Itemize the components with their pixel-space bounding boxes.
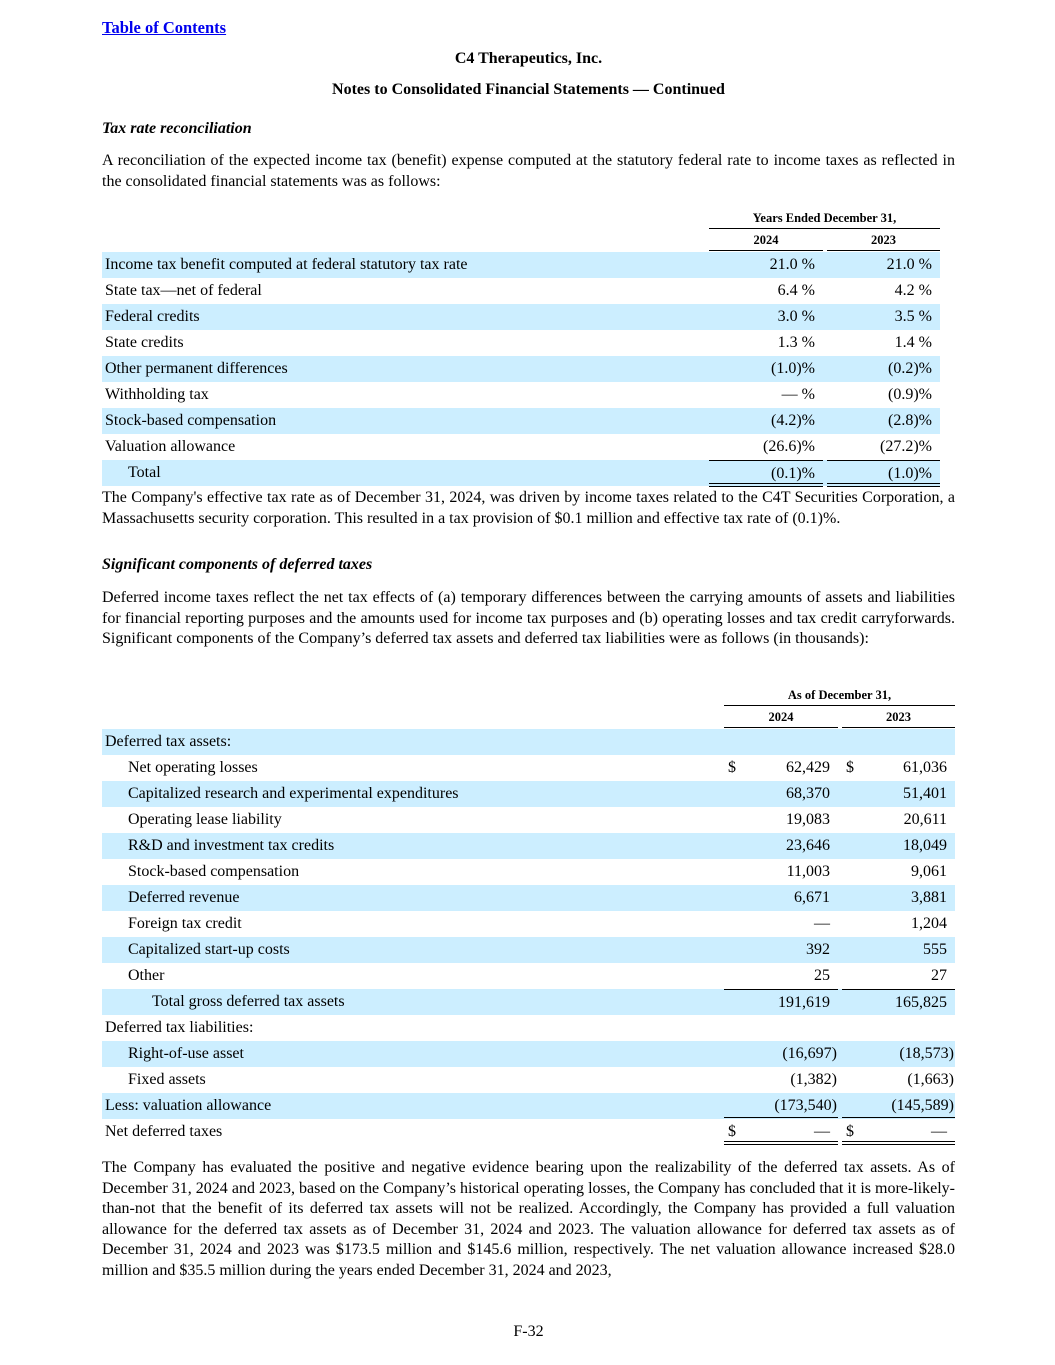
row-label: Other permanent differences (105, 360, 288, 377)
value-2024: (0.1)% (771, 465, 815, 482)
dollar-sign: $ (728, 759, 736, 776)
value-2024: 6.4 % (777, 282, 815, 299)
value-2023: 1.4 % (894, 334, 932, 351)
dollar-sign: $ (846, 1123, 854, 1140)
value-2024: 191,619 (778, 994, 830, 1011)
value-2023: 4.2 % (894, 282, 932, 299)
value-2024: — (814, 915, 830, 932)
value-2023: (0.2)% (888, 360, 932, 377)
table-row (102, 781, 955, 807)
value-2024: 3.0 % (777, 308, 815, 325)
effective-tax-rate-paragraph: The Company's effective tax rate as of December 31, 2024, was driven by income taxes related to the C4T Securities Corporation, a Massachusetts security corporation. This resulted in a tax provision of $0.1 million and effective tax rate of (0.1)%. (102, 489, 955, 527)
deferred-taxes-heading: Significant components of deferred taxes (102, 556, 373, 573)
deferred-taxes-intro-paragraph: Deferred income taxes reflect the net tax effects of (a) temporary differences between the carrying amounts of assets and liabilities for financial reporting purposes and the amounts used for income tax purposes and (b) operating losses and tax credit carryforwards. Significant components of the Company’s deferred tax assets and deferred tax liabilities were as follows (in thousands): (102, 589, 955, 648)
value-2024: 25 (814, 967, 830, 984)
table-row (102, 382, 940, 408)
net-deferred-taxes-row (102, 1119, 955, 1145)
value-2024: 68,370 (786, 785, 830, 802)
value-2023: — (931, 1123, 947, 1140)
value-2023: 27 (931, 967, 947, 984)
value-2023: 3.5 % (894, 308, 932, 325)
row-label: Fixed assets (128, 1071, 206, 1088)
row-label: Federal credits (105, 308, 200, 325)
table-row (102, 859, 955, 885)
row-label: Withholding tax (105, 386, 209, 403)
table-row (102, 755, 955, 781)
value-2023: 1,204 (911, 915, 947, 932)
row-label: Other (128, 967, 165, 984)
value-2023: 555 (923, 941, 947, 958)
value-2024: — % (781, 386, 815, 403)
table-row (102, 356, 940, 382)
row-label: Stock-based compensation (128, 863, 300, 880)
row-label: R&D and investment tax credits (128, 837, 335, 854)
table-row (102, 278, 940, 304)
value-2023: 9,061 (911, 863, 947, 880)
col-2023-header: 2023 (827, 233, 940, 251)
value-2023: (18,573) (899, 1045, 954, 1062)
value-2024: 1.3 % (777, 334, 815, 351)
col-2024-header: 2024 (724, 710, 838, 728)
row-label: Capitalized start-up costs (128, 941, 290, 958)
value-2024: 23,646 (786, 837, 830, 854)
col-2023-header: 2023 (842, 710, 955, 728)
table-row (102, 252, 940, 278)
row-label: Foreign tax credit (128, 915, 242, 932)
value-2024: 19,083 (786, 811, 830, 828)
row-label: Deferred revenue (128, 889, 240, 906)
value-2024: (4.2)% (771, 412, 815, 429)
value-2024: (1.0)% (771, 360, 815, 377)
table-row (102, 1041, 955, 1067)
value-2024: (26.6)% (763, 438, 815, 455)
table-row (102, 963, 955, 989)
dollar-sign: $ (846, 759, 854, 776)
row-label: Deferred tax liabilities: (105, 1019, 254, 1036)
company-name: C4 Therapeutics, Inc. (454, 50, 603, 67)
dollar-sign: $ (728, 1123, 736, 1140)
row-label: Total gross deferred tax assets (152, 993, 345, 1010)
tax-rate-reconciliation-heading: Tax rate reconciliation (102, 120, 252, 137)
page-number: F-32 (513, 1323, 544, 1340)
table-row (102, 911, 955, 937)
value-2023: (0.9)% (888, 386, 932, 403)
value-2024: (1,382) (790, 1071, 837, 1088)
table-row (102, 434, 940, 460)
table-row (102, 833, 955, 859)
value-2024: 6,671 (794, 889, 830, 906)
row-label: Less: valuation allowance (105, 1097, 272, 1114)
valuation-allowance-row (102, 1093, 955, 1119)
as-of-december-header: As of December 31, (724, 688, 955, 706)
value-2024: 11,003 (786, 863, 830, 880)
row-label: Capitalized research and experimental expenditures (128, 785, 459, 802)
value-2023: 21.0 % (886, 256, 932, 273)
row-label: State credits (105, 334, 184, 351)
value-2024: 21.0 % (769, 256, 815, 273)
value-2023: (2.8)% (888, 412, 932, 429)
table-row (102, 1015, 955, 1041)
value-2023: (1.0)% (888, 465, 932, 482)
table-row (102, 937, 955, 963)
row-label: Income tax benefit computed at federal statutory tax rate (105, 256, 468, 273)
table-row (102, 330, 940, 356)
row-label: Right-of-use asset (128, 1045, 244, 1062)
value-2023: 61,036 (903, 759, 947, 776)
table-row (102, 729, 955, 755)
value-2023: 51,401 (903, 785, 947, 802)
row-label: Stock-based compensation (105, 412, 277, 429)
table-row (102, 885, 955, 911)
table-row (102, 304, 940, 330)
row-label: Valuation allowance (105, 438, 236, 455)
table-row (102, 807, 955, 833)
value-2024: 62,429 (786, 759, 830, 776)
tax-rate-intro-paragraph: A reconciliation of the expected income tax (benefit) expense computed at the statutory federal rate to income taxes as reflected in the consolidated financial statements was as follows: (102, 152, 955, 190)
value-2024: (16,697) (782, 1045, 837, 1062)
value-2024: 392 (806, 941, 830, 958)
value-2023: 165,825 (895, 994, 947, 1011)
value-2023: 20,611 (903, 811, 947, 828)
row-label: Total (128, 464, 161, 481)
row-label: Net operating losses (128, 759, 258, 776)
total-row (102, 460, 940, 486)
table-row (102, 1067, 955, 1093)
value-2023: 18,049 (903, 837, 947, 854)
row-label: Net deferred taxes (105, 1123, 223, 1140)
table-row (102, 408, 940, 434)
notes-subtitle: Notes to Consolidated Financial Statements — Continued (332, 81, 725, 98)
row-label: State tax—net of federal (105, 282, 262, 299)
value-2023: 3,881 (911, 889, 947, 906)
row-label: Deferred tax assets: (105, 733, 232, 750)
total-assets-row (102, 989, 955, 1015)
years-ended-header: Years Ended December 31, (709, 211, 940, 229)
row-label: Operating lease liability (128, 811, 282, 828)
valuation-allowance-paragraph: The Company has evaluated the positive and negative evidence bearing upon the realizability of the deferred tax assets. As of December 31, 2024 and 2023, based on the Company’s historical operating losses, the Company has concluded that it is more-likely-than-not that the benefit of its deferred tax assets will not be realized. Accordingly, the Company has provided a full valuation allowance for the deferred tax assets as of December 31, 2024 and 2023. The valuation allowance for deferred tax assets as of December 31, 2024 and 2023 was $173.5 million and $145.6 million, respectively. The net valuation allowance increased $28.0 million and $35.5 million during the years ended December 31, 2024 and 2023, (102, 1159, 955, 1279)
col-2024-header: 2024 (709, 233, 823, 251)
value-2024: — (814, 1123, 830, 1140)
value-2023: (145,589) (891, 1097, 954, 1114)
value-2023: (27.2)% (880, 438, 932, 455)
value-2023: (1,663) (907, 1071, 954, 1088)
value-2024: (173,540) (774, 1097, 837, 1114)
table-of-contents-link[interactable]: Table of Contents (102, 18, 227, 37)
